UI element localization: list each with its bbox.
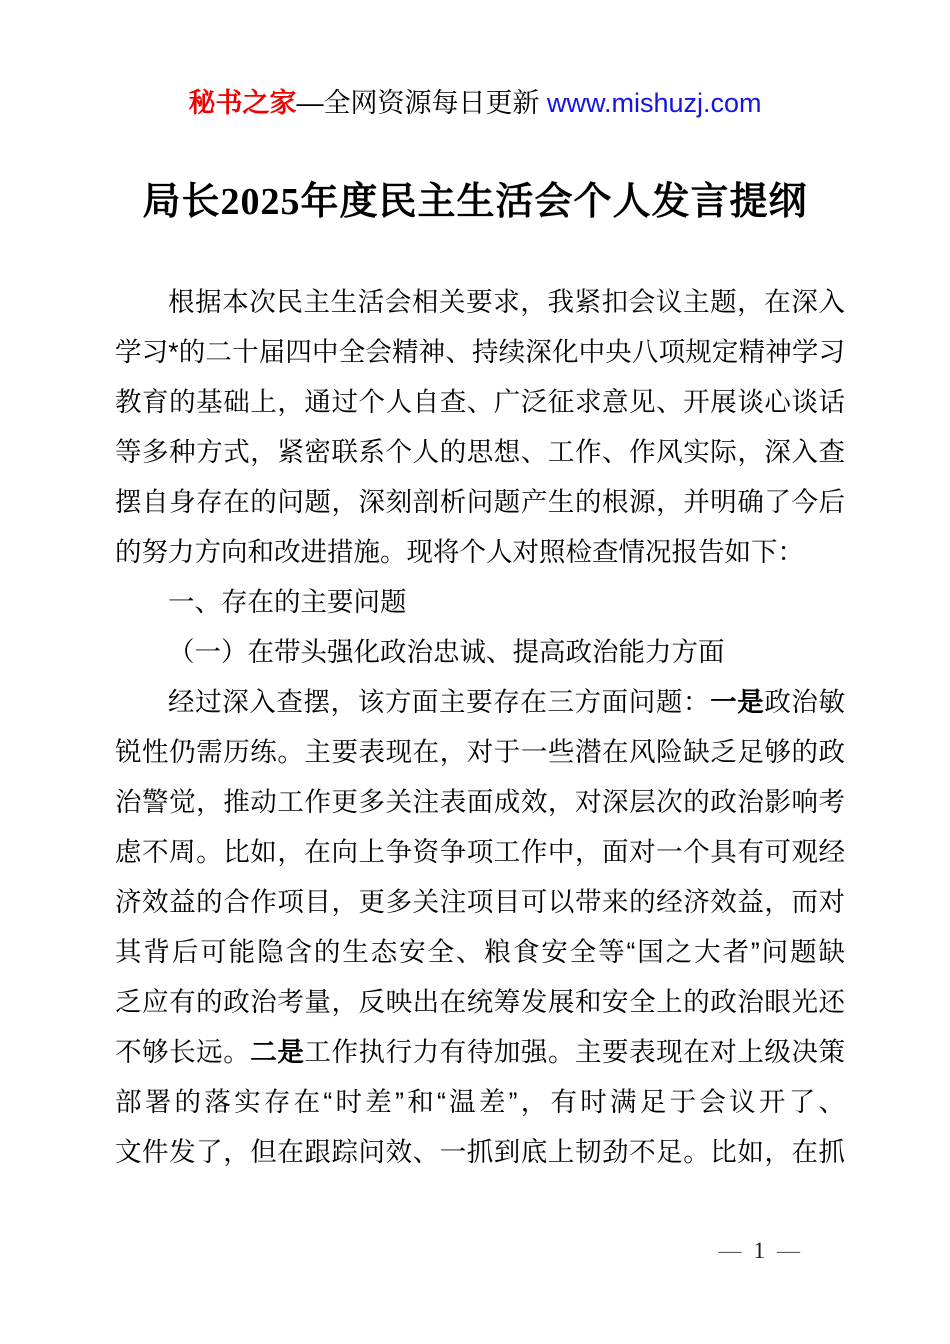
body-line bbox=[115, 727, 845, 777]
body-text: 政治敏 bbox=[764, 687, 845, 717]
body-line bbox=[115, 1027, 845, 1077]
body-line bbox=[115, 277, 845, 327]
body-text: 锐性仍需历练。主要表现在，对于一些潜在风险缺乏足够的政 bbox=[115, 737, 845, 767]
body-line bbox=[115, 577, 845, 627]
body-text: 等多种方式，紧密联系个人的思想、工作、作风实际，深入查 bbox=[115, 437, 845, 467]
body-text: 虑不周。比如，在向上争资争项工作中，面对一个具有可观经 bbox=[115, 837, 845, 867]
body-text: 济效益的合作项目，更多关注项目可以带来的经济效益，而对 bbox=[115, 887, 845, 917]
body-text: 其背后可能隐含的生态安全、粮食安全等“国之大者”问题缺 bbox=[115, 937, 845, 967]
body-text: 摆自身存在的问题，深刻剖析问题产生的根源，并明确了今后 bbox=[115, 487, 845, 517]
body-text: 经过深入查摆，该方面主要存在三方面问题： bbox=[168, 687, 711, 717]
site-tagline: —全网资源每日更新 bbox=[296, 88, 547, 118]
body-text: 学习*的二十届四中全会精神、持续深化中央八项规定精神学习 bbox=[115, 337, 845, 367]
body-text-bold: 一是 bbox=[710, 687, 765, 717]
body-text: （一）在带头强化政治忠诚、提高政治能力方面 bbox=[168, 637, 725, 667]
document-body bbox=[115, 277, 845, 1177]
body-text: 工作执行力有待加强。主要表现在对上级决策 bbox=[304, 1037, 845, 1067]
body-text: 治警觉，推动工作更多关注表面成效，对深层次的政治影响考 bbox=[115, 787, 845, 817]
body-line bbox=[115, 427, 845, 477]
body-text: 的努力方向和改进措施。现将个人对照检查情况报告如下： bbox=[115, 537, 804, 567]
body-line bbox=[115, 777, 845, 827]
body-text: 一、存在的主要问题 bbox=[168, 587, 407, 617]
body-text: 乏应有的政治考量，反映出在统筹发展和安全上的政治眼光还 bbox=[115, 987, 845, 1017]
document-title: 局长2025年度民主生活会个人发言提纲 bbox=[142, 181, 808, 223]
footer-right-dash: — bbox=[777, 1238, 800, 1263]
page-number-footer bbox=[719, 1236, 801, 1266]
body-line bbox=[115, 677, 845, 727]
body-text: 教育的基础上，通过个人自查、广泛征求意见、开展谈心谈话 bbox=[115, 387, 845, 417]
body-text: 根据本次民主生活会相关要求，我紧扣会议主题，在深入 bbox=[168, 287, 845, 317]
body-text: 文件发了，但在跟踪问效、一抓到底上韧劲不足。比如，在抓 bbox=[115, 1137, 845, 1167]
body-line bbox=[115, 977, 845, 1027]
body-line bbox=[115, 827, 845, 877]
site-brand: 秘书之家 bbox=[188, 88, 297, 118]
body-line bbox=[115, 927, 845, 977]
body-line bbox=[115, 1077, 845, 1127]
body-line bbox=[115, 477, 845, 527]
body-text: 不够长远。 bbox=[115, 1037, 251, 1067]
body-line bbox=[115, 627, 845, 677]
page-header bbox=[0, 86, 950, 120]
footer-left-dash: — bbox=[718, 1238, 742, 1263]
body-line bbox=[115, 1127, 845, 1177]
body-line bbox=[115, 327, 845, 377]
body-line bbox=[115, 527, 845, 577]
site-url-link[interactable]: www.mishuzj.com bbox=[546, 88, 762, 118]
body-line bbox=[115, 877, 845, 927]
footer-page-number: 1 bbox=[753, 1238, 765, 1263]
body-line bbox=[115, 377, 845, 427]
body-text-bold: 二是 bbox=[250, 1037, 305, 1067]
body-text: 部署的落实存在“时差”和“温差”，有时满足于会议开了、 bbox=[115, 1087, 845, 1117]
